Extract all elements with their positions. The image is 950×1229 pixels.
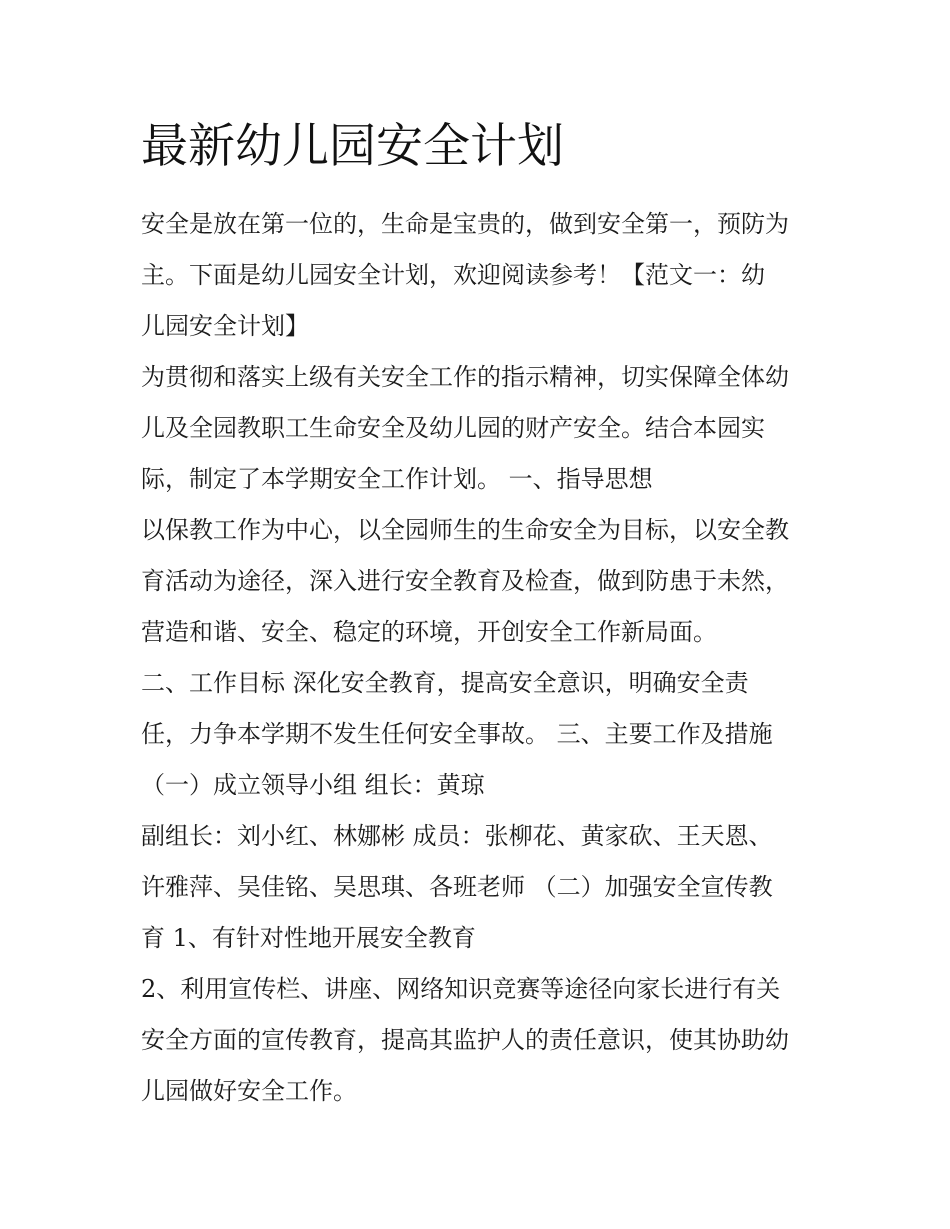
body-line: 为贯彻和落实上级有关安全工作的指示精神，切实保障全体幼 bbox=[141, 363, 789, 391]
body-line: 儿及全园教职工生命安全及幼儿园的财产安全。结合本园实 bbox=[141, 414, 765, 442]
body-line: 营造和谐、安全、稳定的环境，开创安全工作新局面。 bbox=[141, 618, 717, 646]
document-title: 最新幼儿园安全计划 bbox=[141, 119, 564, 174]
body-line: 安全是放在第一位的，生命是宝贵的，做到安全第一，预防为 bbox=[141, 210, 789, 238]
body-line: 2、利用宣传栏、讲座、网络知识竞赛等途径向家长进行有关 bbox=[141, 975, 781, 1003]
body-line: 副组长：刘小红、林娜彬 成员：张柳花、黄家砍、王天恩、 bbox=[141, 822, 773, 850]
body-line: 育 1、有针对性地开展安全教育 bbox=[141, 924, 476, 952]
body-line: 任，力争本学期不发生任何安全事故。 三、主要工作及措施 bbox=[141, 720, 773, 748]
body-line: 二、工作目标 深化安全教育，提高安全意识，明确安全责 bbox=[141, 669, 749, 697]
body-line: 以保教工作为中心，以全园师生的生命安全为目标，以安全教 bbox=[141, 516, 789, 544]
body-line: 际，制定了本学期安全工作计划。 一、指导思想 bbox=[141, 465, 653, 493]
body-line: 主。下面是幼儿园安全计划，欢迎阅读参考！【范文一：幼 bbox=[141, 261, 765, 289]
body-line: 许雅萍、吴佳铭、吴思琪、各班老师 （二）加强安全宣传教 bbox=[141, 873, 773, 901]
document-body bbox=[141, 199, 831, 1117]
body-line: 育活动为途径，深入进行安全教育及检查，做到防患于未然， bbox=[141, 567, 789, 595]
body-line: 儿园做好安全工作。 bbox=[141, 1077, 357, 1105]
body-line: 安全方面的宣传教育，提高其监护人的责任意识，使其协助幼 bbox=[141, 1026, 789, 1054]
body-line: 儿园安全计划】 bbox=[141, 312, 309, 340]
body-line: （一）成立领导小组 组长：黄琼 bbox=[141, 771, 485, 799]
